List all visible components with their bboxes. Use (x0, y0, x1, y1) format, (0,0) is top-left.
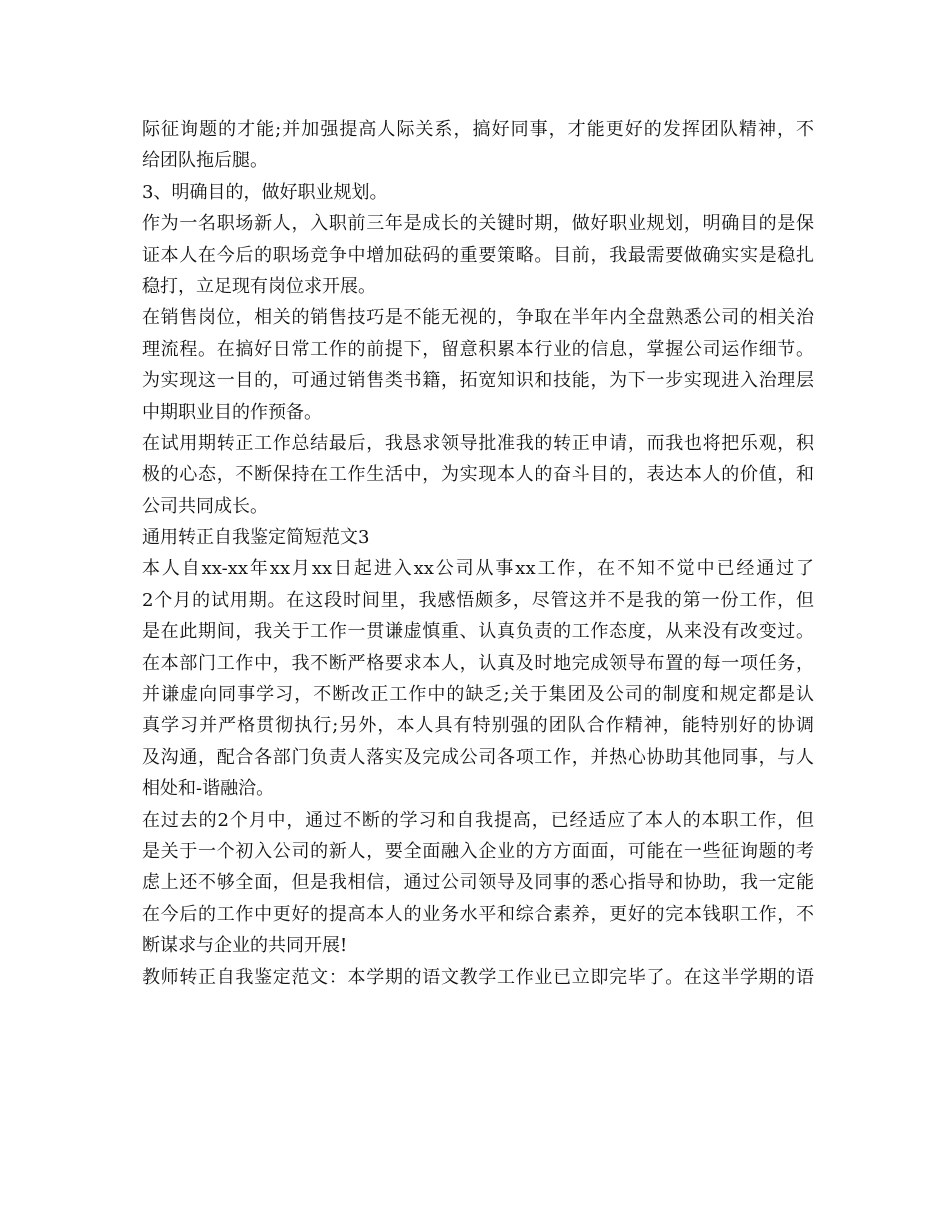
text-line: 是在此期间，我关于工作一贯谦虚慎重、认真负责的工作态度，从来没有改变过。 (142, 621, 814, 643)
text-line: 稳打，立足现有岗位求开展。 (142, 275, 376, 297)
text-line: 给团队拖后腿。 (142, 150, 268, 172)
text-line: 教师转正自我鉴定范文：本学期的语文教学工作业已立即完毕了。在这半学期的语 (142, 966, 814, 988)
text-line: 际征询题的才能;并加强提高人际关系，搞好同事，才能更好的发挥团队精神，不 (142, 119, 814, 140)
text-line: 是关于一个初入公司的新人，要全面融入企业的方方面面，可能在一些征询题的考 (142, 840, 814, 862)
section-heading: 通用转正自我鉴定简短范文3 (142, 527, 370, 549)
text-line: 真学习并严格贯彻执行;另外，本人具有特别强的团队合作精神，能特别好的协调 (142, 715, 814, 737)
text-line: 断谋求与企业的共同开展! (142, 935, 348, 957)
text-line: 证本人在今后的职场竞争中增加砝码的重要策略。目前，我最需要做确实实是稳扎 (142, 244, 814, 266)
text-line: 虑上还不够全面，但是我相信，通过公司领导及同事的悉心指导和协助，我一定能 (142, 872, 814, 894)
text-line: 在本部门工作中，我不断严格要求本人，认真及时地完成领导布置的每一项任务， (142, 652, 814, 674)
text-line: 本人自xx-xx年xx月xx日起进入xx公司从事xx工作，在不知不觉中已经通过了 (142, 558, 814, 580)
text-line: 作为一名职场新人，入职前三年是成长的关键时期，做好职业规划，明确目的是保 (142, 213, 814, 235)
text-line: 在今后的工作中更好的提高本人的业务水平和综合素养，更好的完本钱职工作，不 (142, 903, 814, 925)
text-line: 相处和-谐融洽。 (142, 778, 275, 800)
text-line: 3、明确目的，做好职业规划。 (142, 181, 388, 203)
text-line: 在试用期转正工作总结最后，我恳求领导批准我的转正申请，而我也将把乐观，积 (142, 432, 814, 454)
text-line: 并谦虚向同事学习，不断改正工作中的缺乏;关于集团及公司的制度和规定都是认 (142, 684, 814, 706)
body-text (142, 114, 814, 993)
text-line: 中期职业目的作预备。 (142, 401, 322, 423)
text-line: 理流程。在搞好日常工作的前提下，留意积累本行业的信息，掌握公司运作细节。 (142, 338, 814, 360)
text-line: 为实现这一目的，可通过销售类书籍，拓宽知识和技能，为下一步实现进入治理层 (142, 370, 814, 392)
text-line: 极的心态，不断保持在工作生活中，为实现本人的奋斗目的，表达本人的价值，和 (142, 464, 814, 486)
text-line: 2个月的试用期。在这段时间里，我感悟颇多，尽管这并不是我的第一份工作，但 (142, 589, 814, 611)
text-line: 公司共同成长。 (142, 495, 268, 517)
text-line: 及沟通，配合各部门负责人落实及完成公司各项工作，并热心协助其他同事，与人 (142, 746, 814, 768)
text-line: 在销售岗位，相关的销售技巧是不能无视的，争取在半年内全盘熟悉公司的相关治 (142, 307, 814, 329)
text-line: 在过去的2个月中，通过不断的学习和自我提高，已经适应了本人的本职工作，但 (142, 809, 814, 831)
